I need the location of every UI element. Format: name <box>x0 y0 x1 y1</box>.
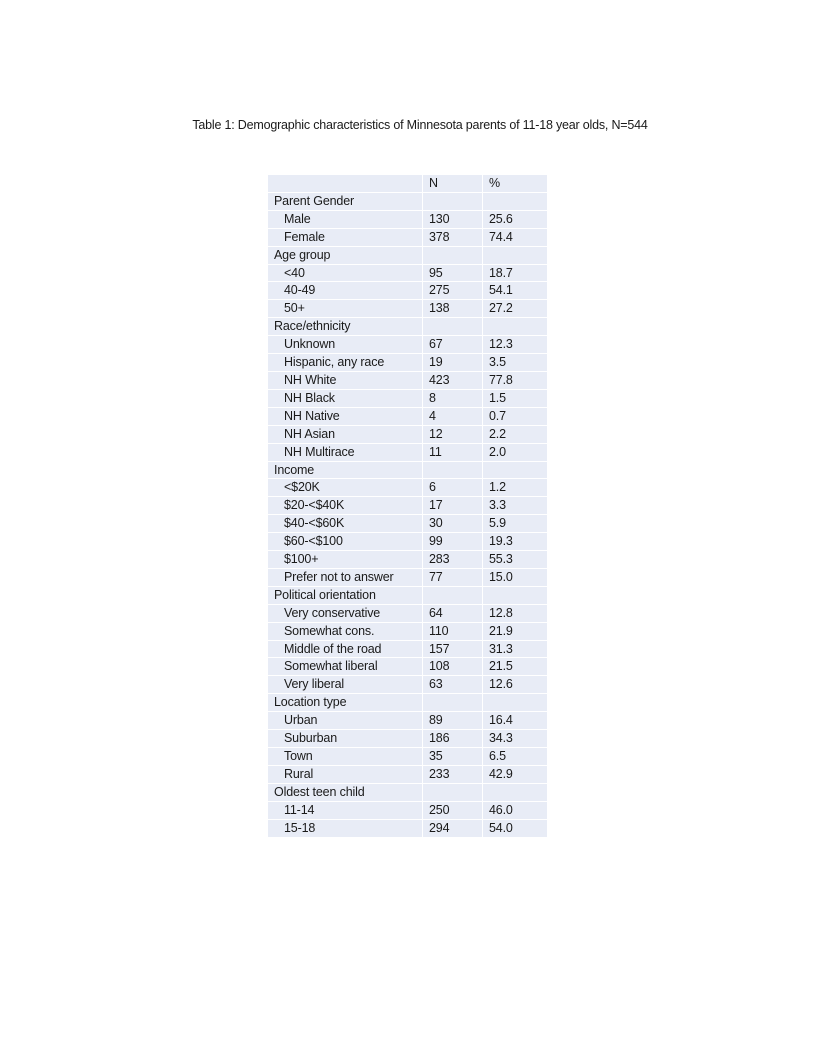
row-pct-cell: 46.0 <box>483 802 547 820</box>
section-header-row <box>268 318 547 336</box>
row-n-cell: 294 <box>423 820 483 838</box>
row-label-cell: Town <box>268 748 423 766</box>
row-n-cell: 19 <box>423 354 483 372</box>
row-label-cell: Rural <box>268 766 423 784</box>
row-n-cell: 108 <box>423 658 483 676</box>
table-body <box>268 175 547 838</box>
table-row <box>268 282 547 300</box>
row-pct-cell: 2.2 <box>483 426 547 444</box>
row-n-cell <box>423 462 483 480</box>
row-n-cell: 378 <box>423 229 483 247</box>
row-pct-cell: 2.0 <box>483 444 547 462</box>
row-label-cell: Somewhat liberal <box>268 658 423 676</box>
table-row <box>268 408 547 426</box>
section-header-row <box>268 247 547 265</box>
row-n-cell <box>423 247 483 265</box>
row-label-cell: Very conservative <box>268 605 423 623</box>
table-row <box>268 479 547 497</box>
row-label-cell: Location type <box>268 694 423 712</box>
table-row <box>268 426 547 444</box>
row-n-cell: 233 <box>423 766 483 784</box>
row-n-cell: 275 <box>423 282 483 300</box>
table-row <box>268 676 547 694</box>
row-n-cell <box>423 318 483 336</box>
row-label-cell: $20-<$40K <box>268 497 423 515</box>
table-row <box>268 372 547 390</box>
table-row <box>268 497 547 515</box>
row-label-cell: NH Asian <box>268 426 423 444</box>
header-pct-cell: % <box>483 175 547 193</box>
row-label-cell: NH Black <box>268 390 423 408</box>
row-pct-cell: 3.3 <box>483 497 547 515</box>
table-row <box>268 802 547 820</box>
row-label-cell: 50+ <box>268 300 423 318</box>
row-n-cell: 6 <box>423 479 483 497</box>
row-n-cell: 67 <box>423 336 483 354</box>
row-label-cell: Middle of the road <box>268 641 423 659</box>
row-pct-cell: 21.9 <box>483 623 547 641</box>
table-row <box>268 766 547 784</box>
table-row <box>268 229 547 247</box>
table-row <box>268 265 547 283</box>
row-label-cell: Parent Gender <box>268 193 423 211</box>
table-row <box>268 712 547 730</box>
row-label-cell: Age group <box>268 247 423 265</box>
header-label-cell <box>268 175 423 193</box>
row-label-cell: NH Native <box>268 408 423 426</box>
table-row <box>268 641 547 659</box>
row-pct-cell: 18.7 <box>483 265 547 283</box>
row-pct-cell: 19.3 <box>483 533 547 551</box>
row-pct-cell: 1.2 <box>483 479 547 497</box>
table-row <box>268 515 547 533</box>
row-label-cell: $100+ <box>268 551 423 569</box>
row-pct-cell: 6.5 <box>483 748 547 766</box>
row-label-cell: Oldest teen child <box>268 784 423 802</box>
row-pct-cell: 27.2 <box>483 300 547 318</box>
row-label-cell: Political orientation <box>268 587 423 605</box>
row-n-cell <box>423 587 483 605</box>
row-pct-cell <box>483 318 547 336</box>
row-label-cell: $60-<$100 <box>268 533 423 551</box>
row-pct-cell: 54.0 <box>483 820 547 838</box>
row-pct-cell: 15.0 <box>483 569 547 587</box>
section-header-row <box>268 784 547 802</box>
table-row <box>268 336 547 354</box>
row-label-cell: 40-49 <box>268 282 423 300</box>
section-header-row <box>268 694 547 712</box>
row-label-cell: NH White <box>268 372 423 390</box>
row-label-cell: Very liberal <box>268 676 423 694</box>
row-pct-cell <box>483 247 547 265</box>
table-header-row <box>268 175 547 193</box>
row-n-cell: 99 <box>423 533 483 551</box>
row-pct-cell: 74.4 <box>483 229 547 247</box>
row-n-cell: 35 <box>423 748 483 766</box>
row-label-cell: 15-18 <box>268 820 423 838</box>
section-header-row <box>268 587 547 605</box>
table-row <box>268 300 547 318</box>
row-pct-cell: 77.8 <box>483 372 547 390</box>
row-label-cell: Suburban <box>268 730 423 748</box>
row-label-cell: <$20K <box>268 479 423 497</box>
table-row <box>268 533 547 551</box>
row-n-cell: 110 <box>423 623 483 641</box>
row-label-cell: NH Multirace <box>268 444 423 462</box>
row-pct-cell <box>483 587 547 605</box>
row-n-cell: 186 <box>423 730 483 748</box>
table-row <box>268 211 547 229</box>
row-n-cell: 77 <box>423 569 483 587</box>
row-label-cell: 11-14 <box>268 802 423 820</box>
row-n-cell: 4 <box>423 408 483 426</box>
row-label-cell: Income <box>268 462 423 480</box>
row-n-cell <box>423 784 483 802</box>
table-row <box>268 623 547 641</box>
row-pct-cell: 1.5 <box>483 390 547 408</box>
row-pct-cell: 54.1 <box>483 282 547 300</box>
row-label-cell: Urban <box>268 712 423 730</box>
row-pct-cell: 25.6 <box>483 211 547 229</box>
row-pct-cell: 3.5 <box>483 354 547 372</box>
row-pct-cell: 42.9 <box>483 766 547 784</box>
row-n-cell: 283 <box>423 551 483 569</box>
row-n-cell: 8 <box>423 390 483 408</box>
row-pct-cell: 55.3 <box>483 551 547 569</box>
table-caption: Table 1: Demographic characteristics of Minnesota parents of 11-18 year olds, N=544 <box>192 118 648 132</box>
row-pct-cell: 21.5 <box>483 658 547 676</box>
table-row <box>268 444 547 462</box>
row-n-cell: 250 <box>423 802 483 820</box>
row-pct-cell <box>483 784 547 802</box>
row-pct-cell: 12.6 <box>483 676 547 694</box>
row-label-cell: Hispanic, any race <box>268 354 423 372</box>
row-n-cell: 423 <box>423 372 483 390</box>
row-label-cell: Somewhat cons. <box>268 623 423 641</box>
row-pct-cell: 12.3 <box>483 336 547 354</box>
table-row <box>268 390 547 408</box>
table-row <box>268 551 547 569</box>
row-label-cell: Female <box>268 229 423 247</box>
demographics-table <box>268 175 547 838</box>
table-row <box>268 605 547 623</box>
row-pct-cell: 16.4 <box>483 712 547 730</box>
table-row <box>268 354 547 372</box>
table-row <box>268 820 547 838</box>
row-n-cell: 138 <box>423 300 483 318</box>
row-n-cell: 30 <box>423 515 483 533</box>
table-row <box>268 569 547 587</box>
row-n-cell: 130 <box>423 211 483 229</box>
row-n-cell: 11 <box>423 444 483 462</box>
row-n-cell <box>423 694 483 712</box>
row-n-cell: 64 <box>423 605 483 623</box>
row-pct-cell: 5.9 <box>483 515 547 533</box>
row-n-cell: 95 <box>423 265 483 283</box>
row-label-cell: <40 <box>268 265 423 283</box>
table-row <box>268 748 547 766</box>
row-pct-cell: 0.7 <box>483 408 547 426</box>
row-n-cell: 89 <box>423 712 483 730</box>
row-pct-cell: 34.3 <box>483 730 547 748</box>
row-n-cell: 157 <box>423 641 483 659</box>
header-n-cell: N <box>423 175 483 193</box>
table-row <box>268 730 547 748</box>
row-n-cell <box>423 193 483 211</box>
row-pct-cell: 12.8 <box>483 605 547 623</box>
row-label-cell: $40-<$60K <box>268 515 423 533</box>
row-label-cell: Race/ethnicity <box>268 318 423 336</box>
row-label-cell: Male <box>268 211 423 229</box>
row-pct-cell <box>483 462 547 480</box>
row-pct-cell <box>483 193 547 211</box>
section-header-row <box>268 193 547 211</box>
row-pct-cell <box>483 694 547 712</box>
row-n-cell: 63 <box>423 676 483 694</box>
row-n-cell: 17 <box>423 497 483 515</box>
section-header-row <box>268 462 547 480</box>
row-n-cell: 12 <box>423 426 483 444</box>
row-pct-cell: 31.3 <box>483 641 547 659</box>
row-label-cell: Prefer not to answer <box>268 569 423 587</box>
table-row <box>268 658 547 676</box>
row-label-cell: Unknown <box>268 336 423 354</box>
